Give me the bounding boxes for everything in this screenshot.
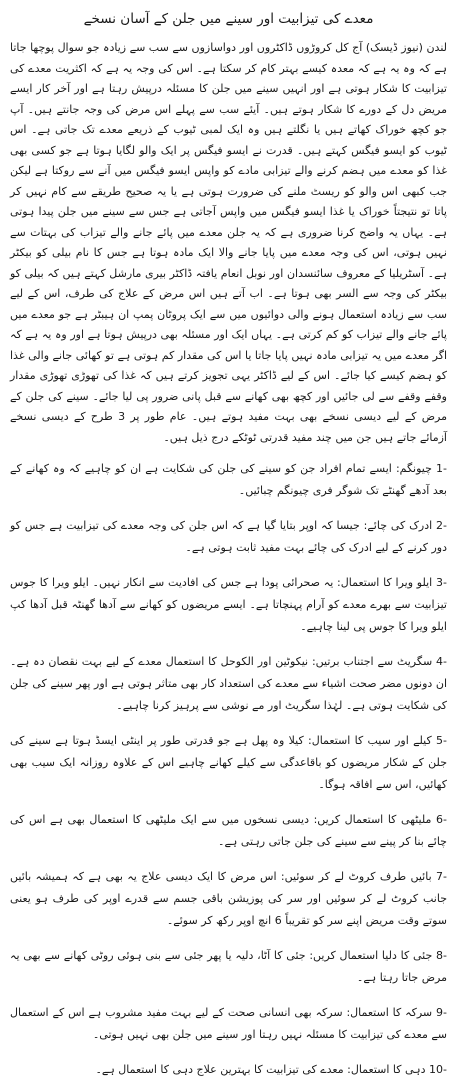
article-title: معدے کی تیزابیت اور سینے میں جلن کے آسان نسخے <box>83 11 374 27</box>
tip-item: -6 ملیٹھی کا استعمال کریں: دیسی نسخوں میں سے ایک ملیٹھی کا استعمال بھی ہے اس کی چائے بنا کر پینے سے سینے کی جلن جاتی رہتی ہے۔ <box>10 813 447 848</box>
tip-item: -2 ادرک کی چائے: جیسا کہ اوپر بتایا گیا ہے کہ اس جلن کی وجہ معدے کی تیزابیت ہے جس کو دور کرنے کے لیے ادرک کی چائے بہت مفید ثابت ہوتی ہے۔ <box>10 519 447 554</box>
tip-item: -3 ایلو ویرا کا استعمال: یہ صحرائی پودا ہے جس کی افادیت سے انکار نہیں۔ ایلو ویرا کا جوس تیزابیت سے بھرے معدے کو آرام پہنچاتا ہے۔ ایسے مریضوں کو کھانے سے آدھا گھنٹہ قبل آدھا کپ ایلو ویرا کا جوس پی لینا چاہیے۔ <box>10 576 447 633</box>
tip-item: -8 جئی کا دلیا استعمال کریں: جئی کا آٹا، دلیہ یا پھر جئی سے بنی ہوئی روٹی کھانے سے بھی یہ مرض جاتا رہتا ہے۔ <box>10 949 447 984</box>
tip-item: -1 چیونگم: ایسے تمام افراد جن کو سینے کی جلن کی شکایت ہے ان کو چاہیے کہ وہ کھانے کے بعد آدھے گھنٹے تک شوگر فری چیونگم چبائیں۔ <box>10 462 447 497</box>
tip-item: -4 سگریٹ سے اجتناب برتیں: نیکوٹین اور الکوحل کا استعمال معدے کے لیے بہت نقصان دہ ہے۔ ان دونوں مضر صحت اشیاء سے معدے کی استعداد کار بھی متاثر ہوتی ہے اور پھر سینے کی جلن کی شکایت ہوتی ہے۔ لہٰذا سگریٹ اور مے نوشی سے پرہیز کرنا چاہیے۔ <box>10 655 447 712</box>
tip-item: -10 دہی کا استعمال: معدے کی تیزابیت کا بہترین علاج دہی کا استعمال ہے۔ <box>95 1063 447 1076</box>
tips-list <box>10 458 447 1081</box>
tip-item: -9 سرکہ کا استعمال: سرکہ بھی انسانی صحت کے لیے بہت مفید مشروب ہے اس کے استعمال سے معدے کی تیزابیت کا مسئلہ نہیں رہتا اور سینے میں جلن بھی نہیں ہوتی۔ <box>10 1006 447 1041</box>
article-intro: لندن (نیوز ڈیسک) آج کل کروڑوں ڈاکٹروں اور دواسازوں سے سب سے زیادہ جو سوال پوچھا جاتا ہے کہ وہ یہ ہے کہ معدہ کیسے بہتر کام کر سکتا ہے۔ اس کی وجہ یہ ہے کہ اکثریت معدے کی تیزابیت کا شکار ہوتی ہے اور انہیں سینے میں جلن کا مسئلہ درپیش رہتا ہے اور آخر کار ایسے مریض دل کے دورے کا شکار ہوتے ہیں۔ آیئے سب سے پہلے اس مرض کی وجہ جانتے ہیں۔ آپ جو کچھ خوراک کھاتے ہیں یا نگلتے ہیں وہ ایک لمبی ٹیوب کے ذریعے معدے تک جاتی ہے۔ اس ٹیوب کو ایسو فیگس کہتے ہیں۔ قدرت نے ایسو فیگس پر ایک والو لگایا ہوتا ہے جو کسی بھی غذا کو معدے میں ہضم کرنے والے تیزابی مادے کو واپس ایسو فیگس میں آنے سے روکتا ہے لیکن جب کبھی اس والو کو ریسٹ ملنے کی ضرورت ہوتی ہے یا یہ صحیح طریقے سے کام نہیں کر پاتا تو نتیجتاً خوراک یا غذا ایسو فیگس میں واپس آجاتی ہے جس سے سینے میں جلن پیدا ہوتی ہے۔ یہاں یہ واضح کرنا ضروری ہے کہ یہ جلن معدے میں پائے جانے والے تیزاب کی بہتات سے نہیں ہوتی، اس کی وجہ معدے میں پایا جانے والا ایک مادہ ہوتا ہے جس کا نام بیلی کو بیکٹر ہے۔ آسٹریلیا کے معروف سائنسدان اور نوبل انعام یافتہ ڈاکٹر بیری مارشل کہتے ہیں کہ بیلی کو بیکٹر کی وجہ سے السر بھی ہوتا ہے۔ اب آتے ہیں اس مرض کے علاج کی طرف، اس کے لیے سب سے زیادہ استعمال ہونے والی دوائیوں میں سے ایک پروٹان پمپ ان ہیبٹر ہے جو معدے میں پائے جانے والے تیزاب کو کم کرتی ہے۔ یہاں ایک اور مسئلہ بھی درپیش ہوتا ہے اور وہ یہ ہے کہ اگر معدے میں یہ تیزابی مادہ نہیں پایا جاتا یا اس کی مقدار کم ہوتی ہے تو کھائی جانے والی غذا کو ہضم کیسے کیا جائے۔ اس کے لیے ڈاکٹر یہی تجویز کرتے ہیں کہ غذا کی تھوڑی تھوڑی مقدار وقفے وقفے سے لی جائیں اور کچھ بھی کھانے سے قبل پانی ضرور پی لیا جائے۔ سینے کی جلن کے مرض کے لیے دیسی نسخے بھی بہت مفید ہوتے ہیں۔ عام طور پر 3 طرح کے دیسی نسخے آزمائے جاتے ہیں جن میں چند مفید قدرتی ٹوٹکے درج ذیل ہیں۔ <box>10 41 447 444</box>
tip-item: -7 بائیں طرف کروٹ لے کر سوئیں: اس مرض کا ایک دیسی علاج یہ بھی ہے کہ ہمیشہ بائیں جانب کروٹ لے کر سوئیں اور سر کی پوزیشن باقی جسم سے قدرے اوپر کی طرف ہو یعنی سوتے وقت مریض اپنے سر کو تقریباً 6 انچ اوپر رکھ کر سوئے۔ <box>10 870 447 927</box>
tip-item: -5 کیلے اور سیب کا استعمال: کیلا وہ پھل ہے جو قدرتی طور پر اینٹی ایسڈ ہوتا ہے سینے کی جلن کے شکار مریضوں کو باقاعدگی سے کیلے کھانے چاہیے اس کے علاوہ روزانہ ایک سیب بھی کھائیں، اس سے افاقہ ہوگا۔ <box>10 734 447 791</box>
